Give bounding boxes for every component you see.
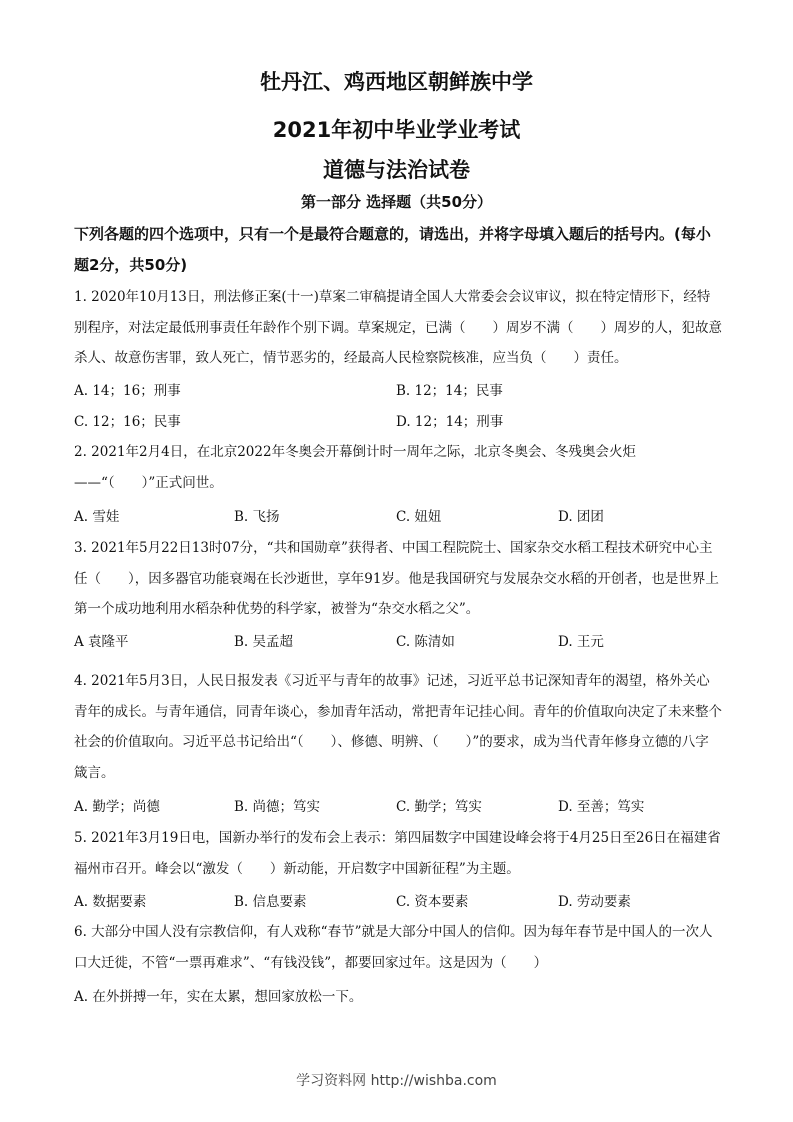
- option-b: B. 尚德；笃实: [234, 799, 321, 815]
- option-a: A. 勤学；尚德: [74, 799, 160, 815]
- exam-subject-title: 道德与法治试卷: [323, 158, 470, 182]
- exam-year-title: 2021年初中毕业学业考试: [272, 118, 521, 142]
- option-b: B. 飞扬: [234, 509, 280, 525]
- question-1-stem: 1. 2020年10月13日，刑法修正案(十一)草案二审稿提请全国人大常委会会议审议，拟在特定情形下，经特别程序，对法定最低刑事责任年龄作个别下调。草案规定，已满（ ）周岁不满（ ）周岁的人，犯故意杀人、故意伤害罪，致人死亡，情节恶劣的，经最高人民检察院核准，应当负（ ）责任。: [74, 289, 722, 366]
- option-c: C. 陈清如: [396, 634, 455, 650]
- option-b: B. 吴孟超: [234, 634, 294, 650]
- question-2-options: [74, 505, 722, 535]
- option-c: C. 勤学；笃实: [396, 799, 482, 815]
- option-a: A. 14；16；刑事: [74, 383, 181, 399]
- option-d: D. 至善；笃实: [558, 799, 645, 815]
- question-4-stem: 4. 2021年5月3日，人民日报发表《习近平与青年的故事》记述，习近平总书记深知青年的渴望，格外关心青年的成长。与青年通信，同青年谈心，参加青年活动，常把青年记挂心间。青年的价值取向决定了未来整个社会的价值取向。习近平总书记给出“（ ）、修德、明辨、（ ）”的要求，成为当代青年修身立德的八字箴言。: [74, 673, 722, 781]
- question-6-options: [74, 985, 722, 1015]
- option-a: A. 数据要素: [74, 894, 147, 910]
- option-d: D. 12；14；刑事: [396, 414, 504, 430]
- question-1-options-row2: [74, 410, 722, 440]
- option-b: B. 信息要素: [234, 894, 307, 910]
- question-1-options: [74, 379, 722, 409]
- question-5-stem: 5. 2021年3月19日电，国新办举行的发布会上表示：第四届数字中国建设峰会将于4月25日至26日在福建省福州市召开。峰会以“激发（ ）新动能，开启数字中国新征程”为主题。: [74, 830, 721, 877]
- option-c: C. 12；16；民事: [74, 414, 181, 430]
- page-footer-watermark: 学习资料网 http://wishba.com: [296, 1073, 497, 1089]
- question-6-stem: 6. 大部分中国人没有宗教信仰，有人戏称“春节”就是大部分中国人的信仰。因为每年春节是中国人的一次人口大迁徙，不管“一票再难求”、“有钱没钱”，都要回家过年。这是因为（ ）: [74, 924, 713, 971]
- option-a: A. 雪娃: [74, 509, 120, 525]
- instruction-text: 下列各题的四个选项中，只有一个是最符合题意的，请选出，并将字母填入题后的括号内。(每小题2分，共50分): [74, 225, 711, 274]
- option-d: D. 劳动要素: [558, 894, 631, 910]
- option-c: C. 资本要素: [396, 894, 469, 910]
- option-b: B. 12；14；民事: [396, 383, 503, 399]
- question-5-options: [74, 890, 722, 920]
- question-4-options: [74, 795, 722, 825]
- option-d: D. 王元: [558, 634, 604, 650]
- exam-school-title: 牡丹江、鸡西地区朝鲜族中学: [260, 70, 533, 94]
- section-heading: 第一部分 选择题（共50分）: [300, 193, 493, 211]
- option-a: A 袁隆平: [74, 634, 129, 650]
- option-a: A. 在外拼搏一年，实在太累，想回家放松一下。: [74, 989, 363, 1005]
- option-d: D. 团团: [558, 509, 604, 525]
- option-c: C. 妞妞: [396, 509, 442, 525]
- question-2-stem: 2. 2021年2月4日，在北京2022年冬奥会开幕倒计时一周年之际，北京冬奥会、冬残奥会火炬——“（ ）”正式问世。: [74, 444, 637, 491]
- question-3-options: [74, 630, 722, 660]
- question-3-stem: 3. 2021年5月22日13时07分，“共和国勋章”获得者、中国工程院院士、国家杂交水稻工程技术研究中心主任（ ），因多器官功能衰竭在长沙逝世，享年91岁。他是我国研究与发展杂交水稻的开创者，也是世界上第一个成功地利用水稻杂种优势的科学家，被誉为“杂交水稻之父”。: [74, 540, 719, 617]
